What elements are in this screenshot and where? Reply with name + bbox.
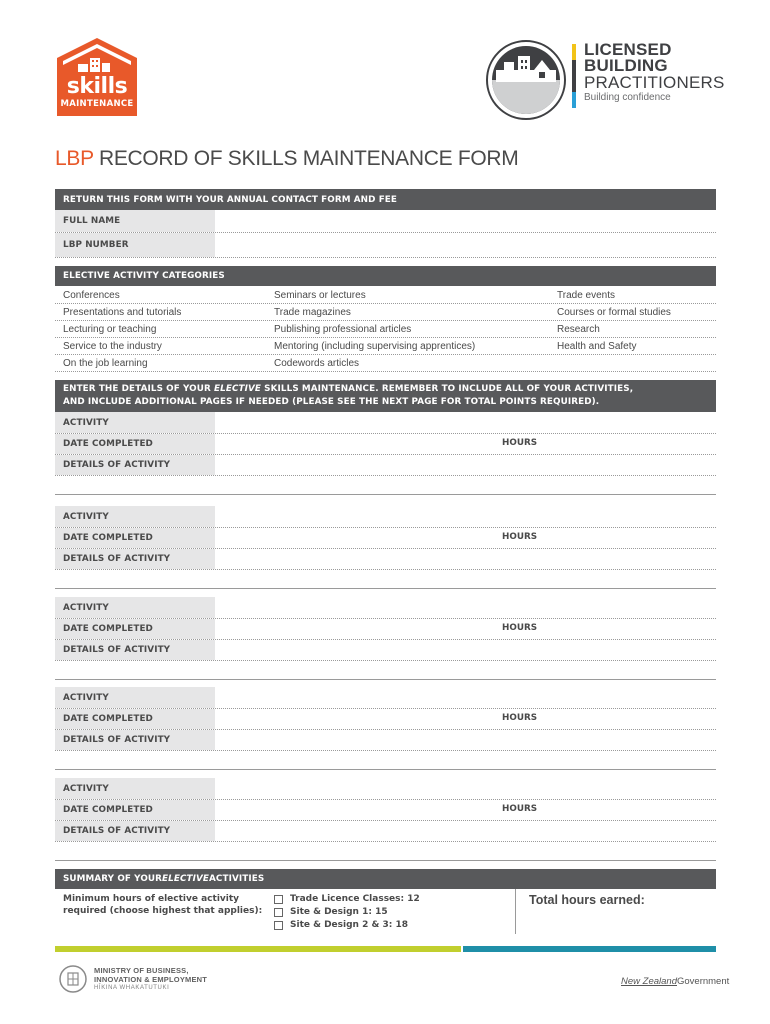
nz-gov-word: Government [676, 976, 730, 987]
skills-logo-word: skills [66, 74, 128, 99]
hours-label: HOURS [502, 623, 538, 633]
lbp-wordmark [584, 42, 725, 103]
category-item: Mentoring (including supervising apprentices) [274, 341, 476, 352]
return-form-bar: RETURN THIS FORM WITH YOUR ANNUAL CONTACT FORM AND FEE [55, 189, 716, 210]
category-item: Health and Safety [557, 341, 637, 352]
activity-label: ACTIVITY [55, 778, 215, 799]
category-item: Presentations and tutorials [63, 307, 182, 318]
details-line[interactable] [55, 841, 716, 842]
category-divider [55, 303, 716, 304]
summary-text: SUMMARY OF YOUR [63, 874, 163, 884]
date-completed-label: DATE COMPLETED [55, 434, 215, 454]
option-site-design-1[interactable] [274, 907, 388, 917]
activity-block-end [55, 588, 716, 589]
category-item: On the job learning [63, 358, 148, 369]
min-hours-line1: Minimum hours of elective activity [63, 894, 240, 904]
details-text: ENTER THE DETAILS OF YOUR [63, 384, 215, 394]
total-hours-label: Total hours earned: [529, 893, 645, 907]
minimum-hours-label [63, 893, 262, 917]
summary-divider [515, 889, 516, 934]
lbp-color-bar [572, 44, 576, 108]
option-label: Site & Design 1: 15 [290, 907, 388, 917]
nz-gov-nz: New Zealand [621, 976, 677, 987]
option-label: Trade Licence Classes: 12 [290, 894, 420, 904]
lbp-line1: LICENSED [584, 40, 672, 59]
category-divider [55, 320, 716, 321]
mbie-line3: HĪKINA WHAKATUTUKI [94, 985, 170, 991]
hours-label: HOURS [502, 804, 538, 814]
category-item: Courses or formal studies [557, 307, 671, 318]
date-completed-label: DATE COMPLETED [55, 619, 215, 639]
details-label: DETAILS OF ACTIVITY [55, 549, 215, 569]
mbie-line1: MINISTRY OF BUSINESS, [94, 966, 189, 975]
category-item: Research [557, 324, 600, 335]
details-text: SKILLS MAINTENANCE. REMEMBER TO INCLUDE ALL OF YOUR ACTIVITIES, [261, 384, 634, 394]
activity-label: ACTIVITY [55, 687, 215, 708]
details-line[interactable] [55, 750, 716, 751]
activity-block-end [55, 860, 716, 861]
hours-label: HOURS [502, 532, 538, 542]
min-hours-line2: required (choose highest that applies): [63, 906, 263, 916]
date-completed-label: DATE COMPLETED [55, 709, 215, 729]
page-title [55, 147, 518, 171]
lbp-emblem [486, 40, 566, 120]
mbie-wordmark [94, 966, 207, 993]
activity-block-end [55, 679, 716, 680]
option-label: Site & Design 2 & 3: 18 [290, 920, 408, 930]
activity-label: ACTIVITY [55, 597, 215, 618]
details-label: DETAILS OF ACTIVITY [55, 640, 215, 660]
details-instructions-bar [55, 380, 716, 412]
categories-bar: ELECTIVE ACTIVITY CATEGORIES [55, 266, 716, 286]
date-completed-label: DATE COMPLETED [55, 528, 215, 548]
category-item: Publishing professional articles [274, 324, 412, 335]
details-line[interactable] [55, 475, 716, 476]
activity-block-end [55, 769, 716, 770]
category-item: Codewords articles [274, 358, 360, 369]
summary-text: ACTIVITIES [209, 874, 265, 884]
details-instructions-line2: AND INCLUDE ADDITIONAL PAGES IF NEEDED (PLEASE SEE THE NEXT PAGE FOR TOTAL POINTS REQUIRED). [63, 397, 600, 407]
mbie-line2: INNOVATION & EMPLOYMENT [94, 975, 208, 984]
details-label: DETAILS OF ACTIVITY [55, 821, 215, 841]
category-item: Conferences [63, 290, 120, 301]
category-divider [55, 354, 716, 355]
skills-logo-subtitle: MAINTENANCE [60, 99, 134, 109]
details-instructions-line1 [63, 383, 633, 396]
option-trade-licence[interactable] [274, 894, 420, 904]
hours-label: HOURS [502, 438, 538, 448]
nz-government-logo [621, 976, 729, 987]
activity-label: ACTIVITY [55, 412, 215, 433]
date-completed-label: DATE COMPLETED [55, 800, 215, 820]
category-item: Service to the industry [63, 341, 162, 352]
category-item: Trade magazines [274, 307, 351, 318]
option-site-design-2-3[interactable] [274, 920, 408, 930]
lbp-line2: BUILDING [584, 56, 668, 75]
category-item: Lecturing or teaching [63, 324, 157, 335]
lbp-line3: PRACTITIONERS [584, 73, 725, 92]
details-label: DETAILS OF ACTIVITY [55, 455, 215, 475]
checkbox[interactable] [274, 895, 283, 904]
category-divider [55, 337, 716, 338]
footer-blue-bar [463, 946, 716, 952]
details-line[interactable] [55, 660, 716, 661]
summary-bar [55, 869, 716, 889]
details-label: DETAILS OF ACTIVITY [55, 730, 215, 750]
hours-label: HOURS [502, 713, 538, 723]
category-item: Trade events [557, 290, 615, 301]
activity-label: ACTIVITY [55, 506, 215, 527]
coat-of-arms-icon [58, 964, 88, 994]
details-line[interactable] [55, 569, 716, 570]
category-item: Seminars or lectures [274, 290, 366, 301]
footer-green-bar [55, 946, 461, 952]
lbp-tagline: Building confidence [584, 92, 671, 103]
lbp-number-line[interactable] [55, 257, 716, 258]
title-accent: LBP [55, 147, 94, 170]
summary-elective: ELECTIVE [162, 874, 210, 884]
checkbox[interactable] [274, 921, 283, 930]
full-name-label: FULL NAME [55, 210, 215, 232]
activity-block-end [55, 494, 716, 495]
title-rest: RECORD OF SKILLS MAINTENANCE FORM [93, 147, 519, 170]
checkbox[interactable] [274, 908, 283, 917]
category-divider [55, 371, 716, 372]
details-elective: ELECTIVE [214, 384, 262, 394]
lbp-number-label: LBP NUMBER [55, 233, 215, 257]
